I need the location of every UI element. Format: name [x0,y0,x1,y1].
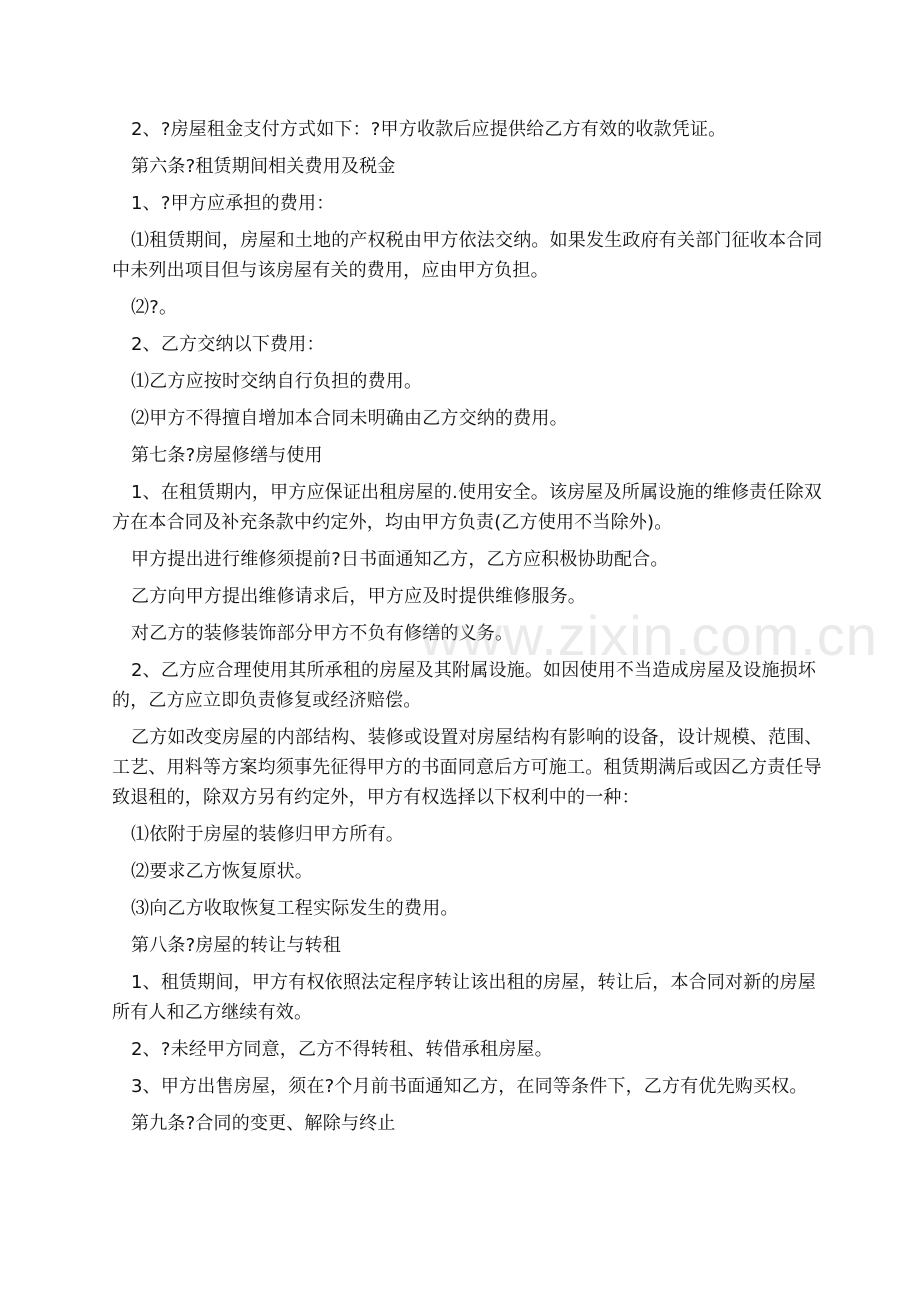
section-heading: 第八条?房屋的转让与转租 [131,935,341,956]
paragraph: ⑴租赁期间，房屋和土地的产权税由甲方依法交纳。如果发生政府有关部门征收本合同中未列出项目但与该房屋有关的费用，应由甲方负担。 [112,230,823,281]
paragraph: 2、?房屋租金支付方式如下：?甲方收款后应提供给乙方有效的收款凭证。 [131,119,727,140]
paragraph: 甲方提出进行维修须提前?日书面通知乙方，乙方应积极协助配合。 [131,549,669,570]
paragraph: 1、租赁期间，甲方有权依照法定程序转让该出租的房屋，转让后，本合同对新的房屋所有人和乙方继续有效。 [112,972,817,1023]
paragraph: ⑶向乙方收取恢复工程实际发生的费用。 [131,898,459,919]
paragraph: 3、甲方出售房屋，须在?个月前书面通知乙方，在同等条件下，乙方有优先购买权。 [131,1076,808,1097]
paragraph: ⑵甲方不得擅自增加本合同未明确由乙方交纳的费用。 [131,408,568,429]
paragraph: 2、乙方交纳以下费用： [131,334,325,355]
paragraph: ⑴依附于房屋的装修归甲方所有。 [131,824,404,845]
paragraph: 1、在租赁期内，甲方应保证出租房屋的.使用安全。该房屋及所属设施的维修责任除双方在本合同及补充条款中约定外，均由甲方负责(乙方使用不当除外)。 [112,482,822,533]
watermark: www.zixin.com.cn [420,604,878,667]
section-heading: 第七条?房屋修缮与使用 [131,445,323,466]
section-heading: 第九条?合同的变更、解除与终止 [131,1113,396,1134]
paragraph: ⑴乙方应按时交纳自行负担的费用。 [131,371,423,392]
paragraph: 2、?未经甲方同意，乙方不得转租、转借承租房屋。 [131,1039,553,1060]
paragraph: ⑵?。 [131,297,178,318]
section-heading: 第六条?租赁期间相关费用及税金 [131,156,396,177]
paragraph: 乙方如改变房屋的内部结构、装修或设置对房屋结构有影响的设备，设计规模、范围、工艺、用料等方案均须事先征得甲方的书面同意后方可施工。租赁期满后或因乙方责任导致退租的，除双方另有约定外，甲方有权选择以下权利中的一种： [112,727,823,808]
paragraph: 乙方向甲方提出维修请求后，甲方应及时提供维修服务。 [131,586,586,607]
document-body [112,115,824,1146]
paragraph: 2、乙方应合理使用其所承租的房屋及其附属设施。如因使用不当造成房屋及设施损坏的，乙方应立即负责修复或经济赔偿。 [112,660,817,711]
paragraph: 对乙方的装修装饰部分甲方不负有修缮的义务。 [131,623,514,644]
paragraph: ⑵要求乙方恢复原状。 [131,861,313,882]
paragraph: 1、?甲方应承担的费用： [131,193,335,214]
